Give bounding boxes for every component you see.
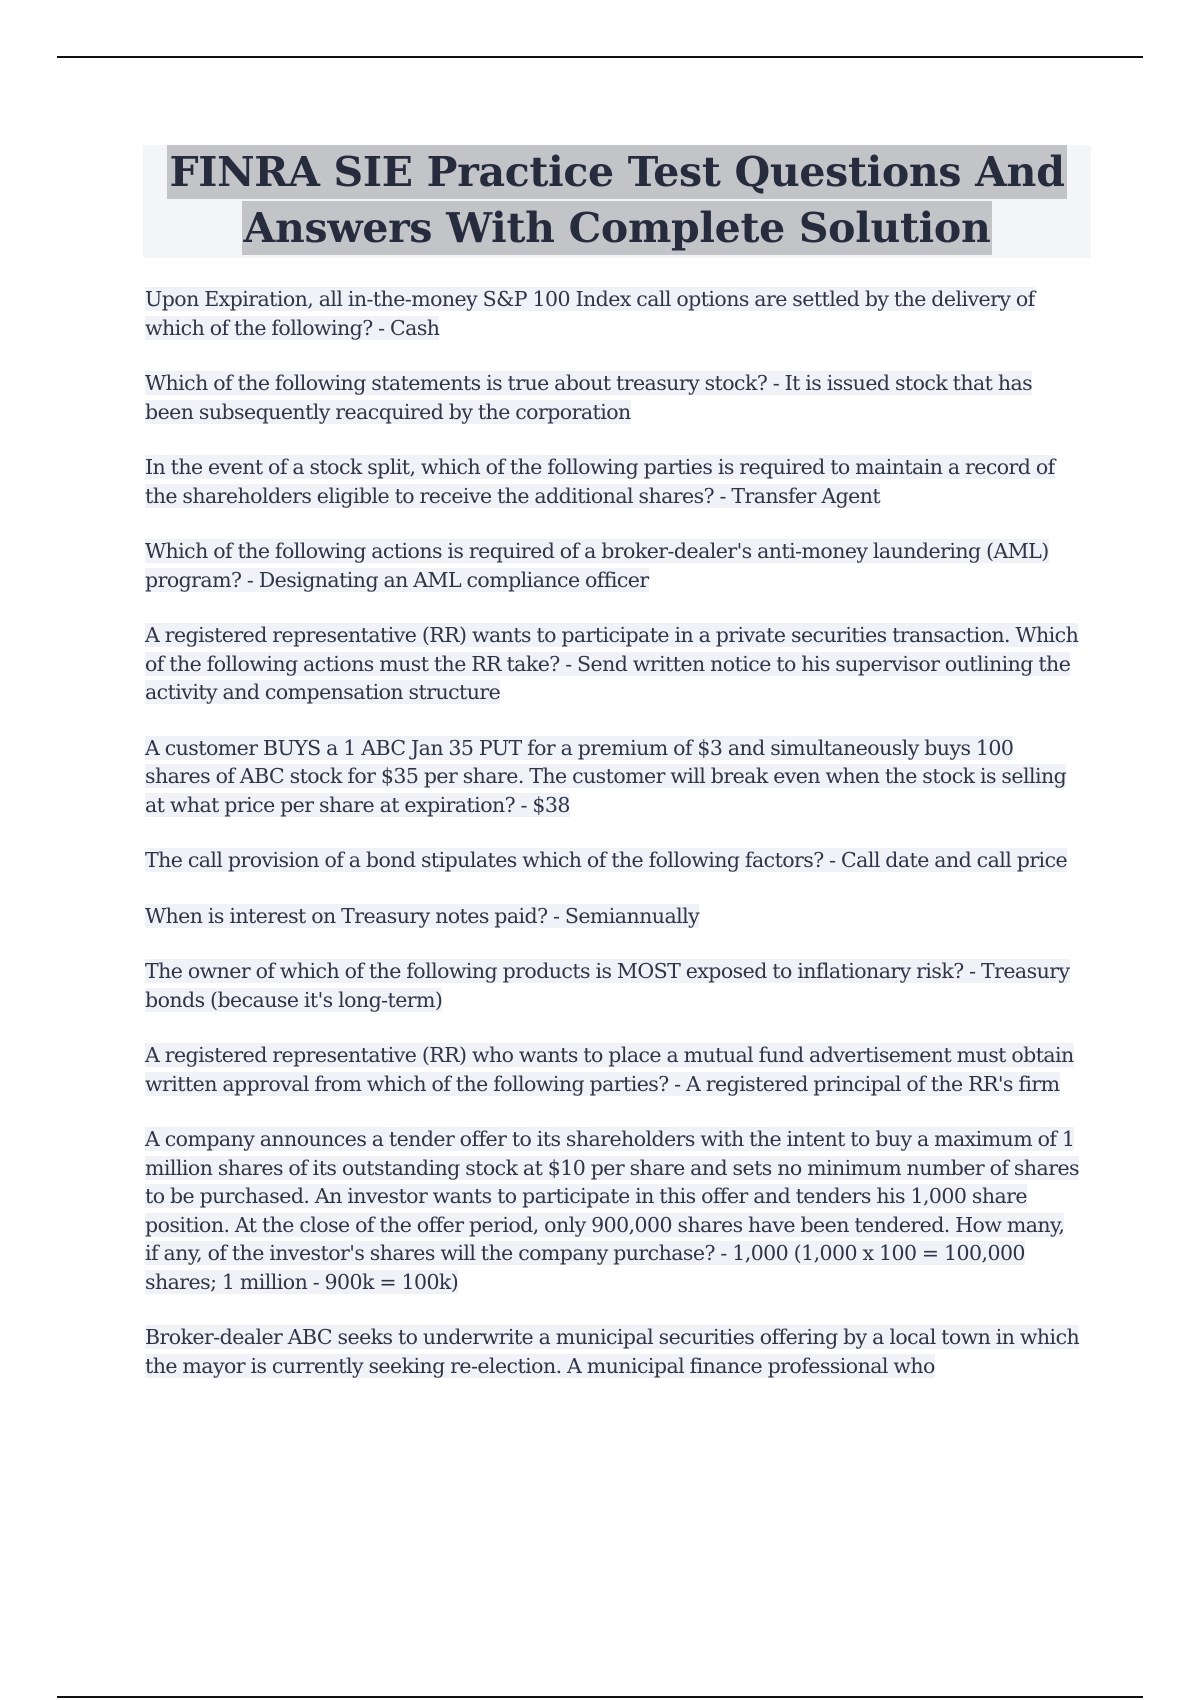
qa-item [145, 846, 1080, 875]
qa-text: Upon Expiration, all in-the-money S&P 100 Index call options are settled by the delivery of which of the following? - Cash [145, 287, 1035, 340]
qa-text: Which of the following statements is true about treasury stock? - It is issued stock that has been subsequently reacquired by the corporation [145, 371, 1033, 424]
qa-item [145, 1323, 1080, 1380]
qa-text: Broker-dealer ABC seeks to underwrite a municipal securities offering by a local town in which the mayor is currently seeking re-election. A municipal finance professional who [145, 1325, 1080, 1378]
qa-item [145, 369, 1080, 426]
qa-item [145, 621, 1080, 707]
qa-text: A customer BUYS a 1 ABC Jan 35 PUT for a premium of $3 and simultaneously buys 100 shares of ABC stock for $35 per share. The customer will break even when the stock is selling at what price per share at expiration? - $38 [145, 735, 1067, 817]
qa-item [145, 902, 1080, 931]
qa-text: The owner of which of the following products is MOST exposed to inflationary risk? - Treasury bonds (because it's long-term) [145, 959, 1070, 1012]
qa-text: A registered representative (RR) wants to participate in a private securities transaction. Which of the following actions must the RR take? - Send written notice to his supervisor outlining the activity and compensation structure [145, 623, 1079, 704]
qa-text: When is interest on Treasury notes paid? - Semiannually [145, 903, 700, 928]
qa-item [145, 1125, 1080, 1296]
top-rule [57, 56, 1143, 58]
qa-item [145, 1041, 1080, 1098]
qa-text: A registered representative (RR) who wants to place a mutual fund advertisement must obtain written approval from which of the following parties? - A registered principal of the RR's firm [145, 1043, 1074, 1096]
qa-text: The call provision of a bond stipulates which of the following factors? - Call date and call price [145, 848, 1068, 872]
qa-text: A company announces a tender offer to its shareholders with the intent to buy a maximum of 1 million shares of its outstanding stock at $10 per share and sets no minimum number of shares to be purchased. An investor wants to participate in this offer and tenders his 1,000 share position. At the close of the offer period, only 900,000 shares have been tendered. How many, if any, of the investor's shares will the company purchase? - 1,000 (1,000 x 100 = 100,000 shares; 1 million - 900k = 100k) [145, 1127, 1080, 1294]
document-title-line-2: Answers With Complete Solution [242, 201, 993, 255]
bottom-rule [57, 1696, 1143, 1698]
qa-item [145, 453, 1080, 510]
qa-text: Which of the following actions is required of a broker-dealer's anti-money laundering (AML) program? - Designating an AML compliance officer [145, 539, 1049, 592]
qa-text: In the event of a stock split, which of the following parties is required to maintain a record of the shareholders eligible to receive the additional shares? - Transfer Agent [145, 455, 1055, 508]
qa-item [145, 957, 1080, 1014]
document-title-line-1: FINRA SIE Practice Test Questions And [167, 145, 1066, 199]
qa-item [145, 285, 1080, 342]
qa-list [145, 285, 1080, 1407]
qa-item [145, 734, 1080, 820]
qa-item [145, 537, 1080, 594]
title-band [143, 145, 1091, 258]
